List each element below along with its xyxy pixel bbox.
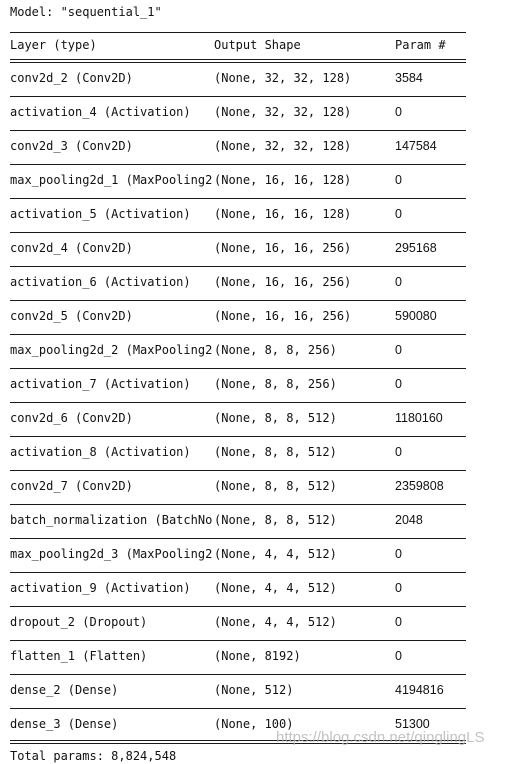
output-shape-cell: (None, 4, 4, 512)	[214, 581, 337, 595]
layer-name-cell: conv2d_2 (Conv2D)	[10, 71, 133, 85]
layer-name-cell: activation_9 (Activation)	[10, 581, 191, 595]
param-count-cell: 295168	[395, 241, 437, 255]
param-count-cell: 0	[395, 377, 402, 391]
table-row	[10, 164, 466, 197]
param-count-cell: 147584	[395, 139, 437, 153]
param-count-cell: 0	[395, 173, 402, 187]
output-shape-cell: (None, 4, 4, 512)	[214, 547, 337, 561]
param-count-cell: 590080	[395, 309, 437, 323]
table-row	[10, 62, 466, 95]
watermark: https://blog.csdn.net/qinglingLS	[276, 729, 485, 746]
header-output-shape: Output Shape	[214, 38, 301, 52]
layer-name-cell: dropout_2 (Dropout)	[10, 615, 148, 629]
table-row	[10, 674, 466, 707]
param-count-cell: 0	[395, 445, 402, 459]
output-shape-cell: (None, 8, 8, 512)	[214, 513, 337, 527]
param-count-cell: 0	[395, 649, 402, 663]
table-row	[10, 300, 466, 333]
output-shape-cell: (None, 16, 16, 256)	[214, 241, 352, 255]
table-row	[10, 198, 466, 231]
layer-name-cell: activation_6 (Activation)	[10, 275, 191, 289]
output-shape-cell: (None, 4, 4, 512)	[214, 615, 337, 629]
layer-name-cell: flatten_1 (Flatten)	[10, 649, 148, 663]
output-shape-cell: (None, 32, 32, 128)	[214, 139, 352, 153]
table-row	[10, 402, 466, 435]
layer-name-cell: activation_8 (Activation)	[10, 445, 191, 459]
layer-name-cell: activation_7 (Activation)	[10, 377, 191, 391]
param-count-cell: 1180160	[395, 411, 443, 425]
param-count-cell: 0	[395, 207, 402, 221]
layer-name-cell: batch_normalization (BatchNo	[10, 513, 213, 527]
layer-name-cell: conv2d_7 (Conv2D)	[10, 479, 133, 493]
table-row	[10, 504, 466, 537]
layer-name-cell: max_pooling2d_3 (MaxPooling2	[10, 547, 213, 561]
table-row	[10, 266, 466, 299]
table-row	[10, 130, 466, 163]
output-shape-cell: (None, 8, 8, 512)	[214, 445, 337, 459]
param-count-cell: 0	[395, 275, 402, 289]
output-shape-cell: (None, 512)	[214, 683, 294, 697]
total-params-line: Total params: 8,824,548	[10, 749, 177, 763]
param-count-cell: 0	[395, 547, 402, 561]
output-shape-cell: (None, 16, 16, 256)	[214, 275, 352, 289]
table-row	[10, 640, 466, 673]
output-shape-cell: (None, 100)	[214, 717, 294, 731]
model-name-line: Model: "sequential_1"	[10, 5, 162, 19]
layer-name-cell: max_pooling2d_2 (MaxPooling2	[10, 343, 213, 357]
layer-name-cell: max_pooling2d_1 (MaxPooling2	[10, 173, 213, 187]
table-row	[10, 436, 466, 469]
param-count-cell: 0	[395, 615, 402, 629]
table-row	[10, 538, 466, 571]
layer-name-cell: activation_4 (Activation)	[10, 105, 191, 119]
table-row	[10, 334, 466, 367]
output-shape-cell: (None, 8, 8, 256)	[214, 343, 337, 357]
header-param-count: Param #	[395, 38, 446, 52]
param-count-cell: 2359808	[395, 479, 444, 493]
table-row	[10, 368, 466, 401]
table-row	[10, 470, 466, 503]
output-shape-cell: (None, 8192)	[214, 649, 301, 663]
param-count-cell: 3584	[395, 71, 423, 85]
table-header	[10, 34, 466, 56]
layer-name-cell: activation_5 (Activation)	[10, 207, 191, 221]
param-count-cell: 2048	[395, 513, 423, 527]
layer-name-cell: dense_3 (Dense)	[10, 717, 119, 731]
table-row	[10, 232, 466, 265]
header-separator-double-top	[10, 59, 466, 60]
output-shape-cell: (None, 16, 16, 128)	[214, 207, 352, 221]
layer-name-cell: conv2d_4 (Conv2D)	[10, 241, 133, 255]
output-shape-cell: (None, 8, 8, 512)	[214, 411, 337, 425]
param-count-cell: 0	[395, 581, 402, 595]
table-row	[10, 572, 466, 605]
output-shape-cell: (None, 8, 8, 512)	[214, 479, 337, 493]
param-count-cell: 0	[395, 105, 402, 119]
top-separator	[10, 32, 466, 33]
layer-name-cell: conv2d_5 (Conv2D)	[10, 309, 133, 323]
layer-name-cell: dense_2 (Dense)	[10, 683, 119, 697]
header-layer-type: Layer (type)	[10, 38, 97, 52]
param-count-cell: 51300	[395, 717, 430, 731]
layer-name-cell: conv2d_3 (Conv2D)	[10, 139, 133, 153]
param-count-cell: 0	[395, 343, 402, 357]
output-shape-cell: (None, 32, 32, 128)	[214, 71, 352, 85]
output-shape-cell: (None, 16, 16, 128)	[214, 173, 352, 187]
output-shape-cell: (None, 32, 32, 128)	[214, 105, 352, 119]
output-shape-cell: (None, 8, 8, 256)	[214, 377, 337, 391]
table-row	[10, 606, 466, 639]
layer-name-cell: conv2d_6 (Conv2D)	[10, 411, 133, 425]
table-row	[10, 96, 466, 129]
param-count-cell: 4194816	[395, 683, 444, 697]
output-shape-cell: (None, 16, 16, 256)	[214, 309, 352, 323]
